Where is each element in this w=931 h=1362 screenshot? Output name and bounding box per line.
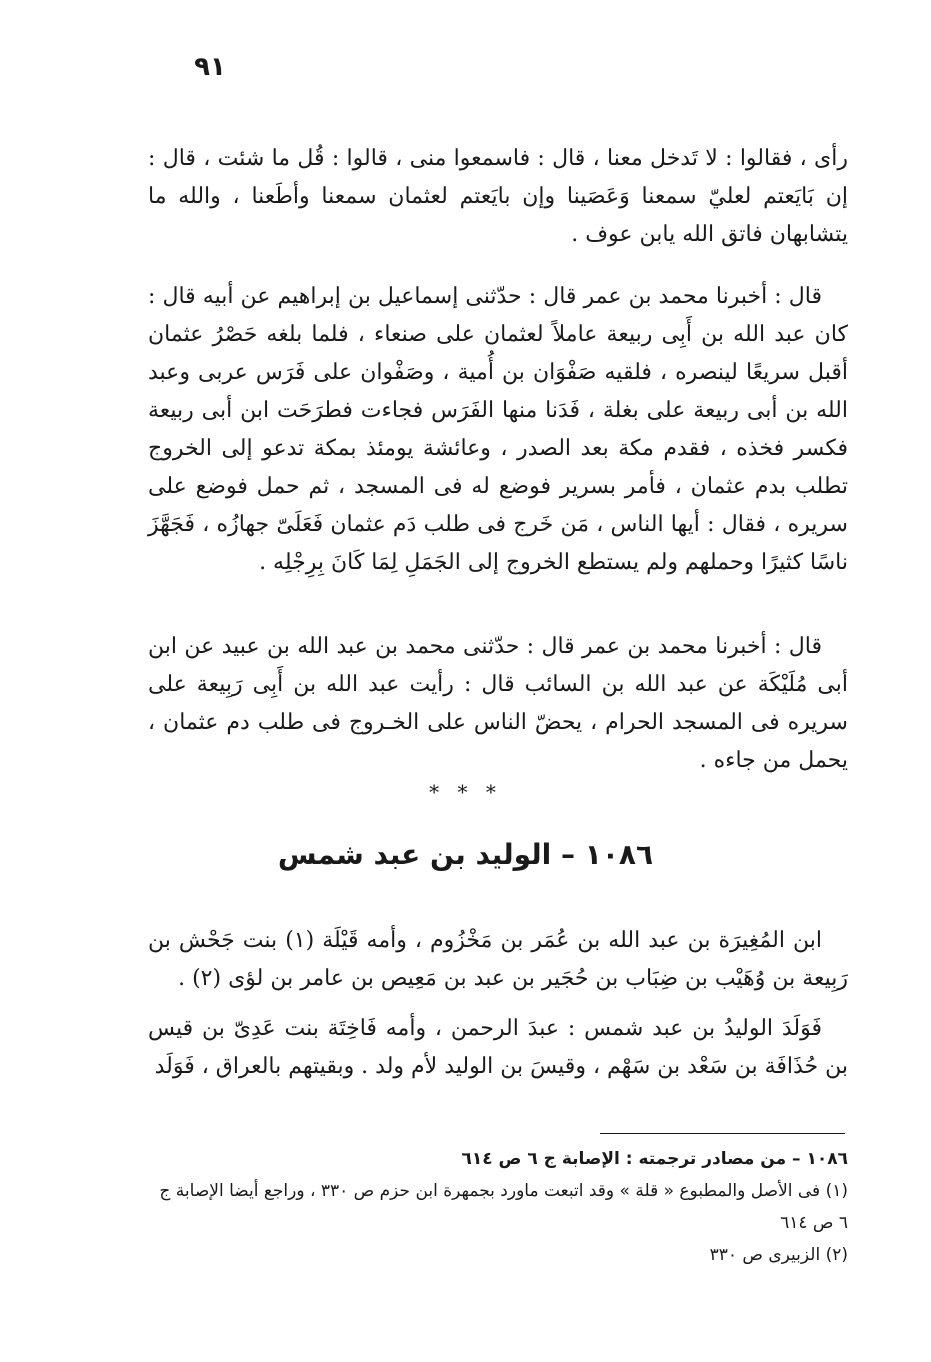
paragraph-1 <box>148 140 848 254</box>
paragraph-text: قال : أخبرنا محمد بن عمر قال : حدّثنى محمد بن عبد الله بن عبيد عن ابن أبى مُلَيْكَة عن عبد الله بن السائب قال : رأيت عبد الله بن أَبِى رَبِيعة على سريره فى المسجد الحرام ، يحضّ الناس على الخـروج فى طلب دم عثمان ، يحمل من جاءه . <box>148 634 848 773</box>
paragraph-text: قال : أخبرنا محمد بن عمر قال : حدّثنى إسماعيل بن إبراهيم عن أبيه قال : كان عبد الله بن أَبِى ربيعة عاملاً لعثمان على صنعاء ، فلما بلغه حَصْرُ عثمان أقبل سريعًا لينصره ، فلقيه صَفْوَان بن أُمية ، وصَفْوان على فَرَس عربى وعبد الله بن أبى ربيعة على بغلة ، فَدَنا منها الفَرَس فجاءت فطرَحَت ابن أبى ربيعة فكسر فخذه ، فقدم مكة بعد الصدر ، وعائشة يومئذ بمكة تدعو إلى الخروج تطلب بدم عثمان ، فأمر بسرير فوضع له فى المسجد ، ثم حمل فوضع على سريره ، فقال : أيها الناس ، مَن خَرج فى طلب دَم عثمان فَعَلَىّ جهازُه ، فَجَهَّزَ ناسًا كثيرًا وحملهم ولم يستطع الخروج إلى الجَمَلِ لِمَا كَانَ بِرِجْلِه . <box>148 284 848 575</box>
footnote-divider <box>600 1133 845 1134</box>
section-heading: ١٠٨٦ – الوليد بن عبد شمس <box>277 838 654 871</box>
footnote-source: ١٠٨٦ – من مصادر ترجمته : الإصابة ج ٦ ص ٦١٤ <box>461 1149 848 1169</box>
footnote-1: (١) فى الأصل والمطبوع « قلة » وقد اتبعت ماورد بجمهرة ابن حزم ص ٣٣٠ ، وراجع أيضا الإصابة ج ٦ ص ٦١٤ <box>159 1181 848 1233</box>
footnote-2: (٢) الزبيرى ص ٣٣٠ <box>709 1245 848 1265</box>
paragraph-4 <box>148 922 848 998</box>
page-number: ٩١ <box>194 52 226 82</box>
paragraph-text: ابن المُغِيرَة بن عبد الله بن عُمَر بن مَخْزُوم ، وأمه قَيْلَة (١) بنت جَحْش بن رَبِيعة بن وُهَيْب بن ضِبَاب بن حُجَير بن عبد بن مَعِيص بن عامر بن لؤى (٢) . <box>148 928 848 991</box>
paragraph-text: فَوَلَدَ الوليدُ بن عبد شمس : عبدَ الرحمن ، وأمه فَاخِتَة بنت عَدِىّ بن قيس بن حُذَافَة بن سَعْد بن سَهْم ، وقيسَ بن الوليد لأم ولد . وبقيتهم بالعراق ، فَوَلَد <box>148 1016 848 1079</box>
paragraph-2 <box>148 278 848 582</box>
section-separator: * * * <box>429 780 502 804</box>
paragraph-3 <box>148 628 848 780</box>
paragraph-5 <box>148 1010 848 1086</box>
footnotes <box>148 1143 848 1271</box>
paragraph-text: رأى ، فقالوا : لا تَدخل معنا ، قال : فاسمعوا منى ، قالوا : قُل ما شئت ، قال : إن بَايَعتم لعليّ سمعنا وَعَصَينا وإن بايَعتم لعثمان سمعنا وأطَعنا ، والله ما يتشابهان فاتق الله يابن عوف . <box>148 146 848 247</box>
